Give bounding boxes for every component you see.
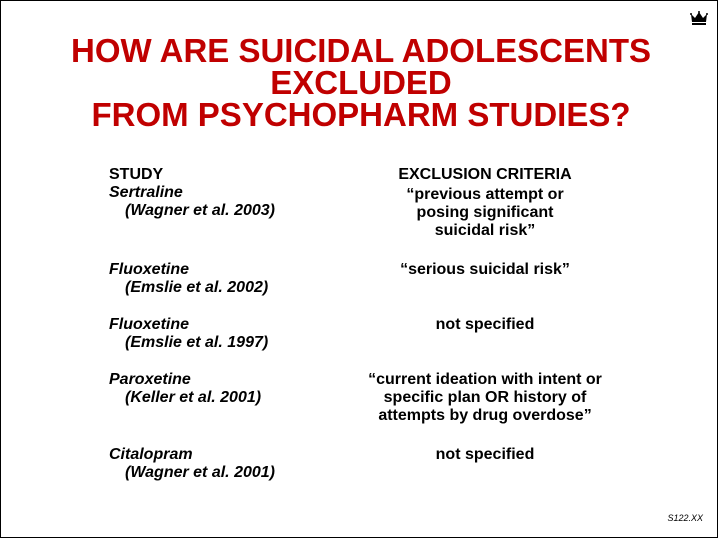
study-row-3 xyxy=(109,316,379,352)
citation: (Wagner et al. 2001) xyxy=(125,464,275,481)
criteria-line: posing significant xyxy=(416,204,554,221)
title-line-3: FROM PSYCHOPHARM STUDIES? xyxy=(91,96,631,133)
drug-name: Fluoxetine xyxy=(109,261,190,278)
drug-name: Paroxetine xyxy=(109,371,191,388)
criteria-line: “previous attempt or xyxy=(406,186,564,203)
criteria-line: attempts by drug overdose” xyxy=(378,407,592,424)
criteria-column-header: EXCLUSION CRITERIA xyxy=(398,166,572,183)
criteria-row-1 xyxy=(347,186,623,240)
citation: (Emslie et al. 2002) xyxy=(125,279,269,296)
criteria-row-3 xyxy=(347,316,623,334)
study-row-5 xyxy=(109,446,379,482)
study-row-2 xyxy=(109,261,379,297)
criteria-line: not specified xyxy=(435,316,535,333)
study-row-4 xyxy=(109,371,379,407)
criteria-line: specific plan OR history of xyxy=(383,389,587,406)
criteria-line: suicidal risk” xyxy=(434,222,536,239)
criteria-row-5 xyxy=(347,446,623,464)
crown-icon xyxy=(690,10,708,26)
drug-name: Sertraline xyxy=(109,184,183,201)
criteria-line: “current ideation with intent or xyxy=(368,371,602,388)
drug-name: Citalopram xyxy=(109,446,193,463)
criteria-line: “serious suicidal risk” xyxy=(400,261,570,278)
slide-id: S122.XX xyxy=(667,513,703,523)
study-column-header: STUDY xyxy=(109,166,164,183)
criteria-row-2 xyxy=(347,261,623,279)
title-line-2: EXCLUDED xyxy=(270,64,452,101)
citation: (Keller et al. 2001) xyxy=(125,389,262,406)
drug-name: Fluoxetine xyxy=(109,316,190,333)
study-row-1 xyxy=(109,184,379,220)
page-title xyxy=(1,32,720,133)
title-line-1: HOW ARE SUICIDAL ADOLESCENTS xyxy=(71,32,651,69)
citation: (Emslie et al. 1997) xyxy=(125,334,269,351)
criteria-row-4 xyxy=(347,371,623,425)
criteria-line: not specified xyxy=(435,446,535,463)
citation: (Wagner et al. 2003) xyxy=(125,202,275,219)
